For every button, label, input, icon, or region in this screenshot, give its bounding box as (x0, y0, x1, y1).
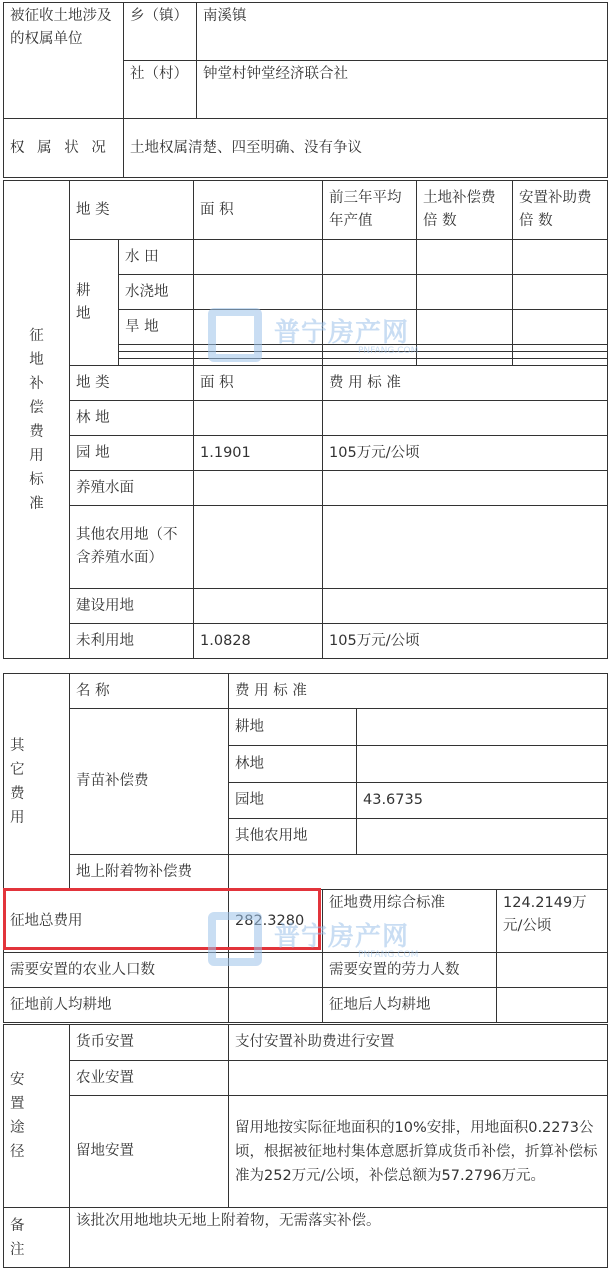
remark-value: 该批次用地地块无地上附着物，无需落实补偿。 (70, 1208, 608, 1268)
resettle-type: 货币安置 (70, 1025, 229, 1061)
resettle-value: 支付安置补助费进行安置 (229, 1025, 608, 1061)
composite-label: 征地费用综合标准 (323, 890, 497, 953)
col-land-type: 地 类 (70, 181, 194, 240)
table-row (4, 471, 608, 506)
cell (417, 310, 513, 345)
farm-pop-value (229, 953, 323, 988)
col-land-type2: 地 类 (70, 366, 194, 401)
composite-value: 124.2149万元/公顷 (497, 890, 608, 953)
cell (323, 240, 417, 275)
watermark-text: 普宁房产网 (274, 318, 410, 348)
village-value: 钟堂村钟堂经济联合社 (197, 61, 608, 119)
resettle-side-label: 安置途径 (4, 1025, 70, 1208)
ownership-label: 权 属 状 况 (4, 119, 124, 178)
ownership-value: 土地权属清楚、四至明确、没有争议 (124, 119, 608, 178)
seedling-label: 青苗补偿费 (70, 709, 229, 855)
land-std (323, 589, 608, 624)
land-std: 105万元/公顷 (323, 436, 608, 471)
other-fees-table (3, 673, 608, 890)
cell (323, 275, 417, 310)
col-area: 面 积 (194, 181, 323, 240)
watermark-subtext: PNFANG.COM (358, 346, 419, 356)
cell (194, 310, 323, 345)
land-type: 其他农用地（不含养殖水面） (70, 506, 194, 589)
col-avg-output: 前三年平均年产值 (323, 181, 417, 240)
cell (119, 352, 194, 359)
land-area (194, 401, 323, 436)
seedling-type: 园地 (229, 783, 357, 819)
cell (194, 275, 323, 310)
land-std (323, 471, 608, 506)
arable-label: 耕地 (70, 240, 119, 366)
resettlement-table (3, 1024, 608, 1268)
cell (194, 240, 323, 275)
seedling-value (357, 746, 608, 783)
watermark-subtext: PNFANG.COM (358, 950, 419, 960)
land-area (194, 589, 323, 624)
cell (513, 275, 608, 310)
resettle-type: 留地安置 (70, 1096, 229, 1208)
resettle-value (229, 1061, 608, 1096)
attachment-label: 地上附着物补偿费 (70, 855, 229, 890)
cell (513, 345, 608, 352)
after-label: 征地后人均耕地 (323, 988, 497, 1023)
cell (323, 345, 417, 352)
cell (417, 352, 513, 359)
col-fee-std: 费 用 标 准 (323, 366, 608, 401)
land-std: 105万元/公顷 (323, 624, 608, 659)
cell (194, 345, 323, 352)
village-label: 社（村） (124, 61, 197, 119)
col-area2: 面 积 (194, 366, 323, 401)
table-row (4, 624, 608, 659)
cell (417, 240, 513, 275)
land-area: 1.1901 (194, 436, 323, 471)
col-std: 费 用 标 准 (229, 674, 608, 709)
seedling-type: 林地 (229, 746, 357, 783)
land-type: 养殖水面 (70, 471, 194, 506)
dry-label: 旱 地 (119, 310, 194, 345)
cell (119, 359, 194, 366)
col-land-multiple: 土地补偿费倍 数 (417, 181, 513, 240)
cell (513, 352, 608, 359)
table-row (4, 506, 608, 589)
cell (194, 352, 323, 359)
total-label: 征地总费用 (4, 890, 229, 953)
seedling-type: 其他农用地 (229, 819, 357, 855)
seedling-type: 耕地 (229, 709, 357, 746)
labor-value (497, 953, 608, 988)
table-row (4, 589, 608, 624)
land-type: 林 地 (70, 401, 194, 436)
paddy-label: 水 田 (119, 240, 194, 275)
total-value: 282.3280 (229, 890, 323, 953)
unit-label: 被征收土地涉及的权属单位 (4, 3, 124, 119)
header-table (3, 2, 608, 178)
land-type: 园 地 (70, 436, 194, 471)
cell (194, 359, 323, 366)
farm-pop-label: 需要安置的农业人口数 (4, 953, 229, 988)
township-value: 南溪镇 (197, 3, 608, 61)
labor-label: 需要安置的劳力人数 (323, 953, 497, 988)
cell (323, 310, 417, 345)
other-side-label: 其它费用 (4, 674, 70, 890)
remark-label: 备注 (4, 1208, 70, 1268)
seedling-value (357, 709, 608, 746)
watermark-text: 普宁房产网 (274, 922, 410, 952)
compensation-table (3, 180, 608, 659)
totals-table (3, 889, 608, 1023)
col-name: 名 称 (70, 674, 229, 709)
table-row (4, 436, 608, 471)
cell (513, 240, 608, 275)
col-resettle-multiple: 安置补助费倍 数 (513, 181, 608, 240)
cell (417, 359, 513, 366)
seedling-value (357, 819, 608, 855)
attachment-value (229, 855, 608, 890)
before-value (229, 988, 323, 1023)
township-label: 乡（镇） (124, 3, 197, 61)
irrigated-label: 水浇地 (119, 275, 194, 310)
land-area: 1.0828 (194, 624, 323, 659)
land-std (323, 401, 608, 436)
seedling-value: 43.6735 (357, 783, 608, 819)
land-type: 未利用地 (70, 624, 194, 659)
cell (513, 310, 608, 345)
land-area (194, 471, 323, 506)
land-std (323, 506, 608, 589)
cell (119, 345, 194, 352)
cell (323, 352, 417, 359)
cell (323, 359, 417, 366)
land-area (194, 506, 323, 589)
compensation-side-label: 征地补偿费用标准 (4, 181, 70, 659)
cell (513, 359, 608, 366)
land-type: 建设用地 (70, 589, 194, 624)
table-row (4, 401, 608, 436)
cell (417, 275, 513, 310)
cell (417, 345, 513, 352)
after-value (497, 988, 608, 1023)
before-label: 征地前人均耕地 (4, 988, 229, 1023)
resettle-value: 留用地按实际征地面积的10%安排，用地面积0.2273公顷，根据被征地村集体意愿折算成货币补偿，折算补偿标准为252万元/公顷，补偿总额为57.2796万元。 (229, 1096, 608, 1208)
resettle-type: 农业安置 (70, 1061, 229, 1096)
